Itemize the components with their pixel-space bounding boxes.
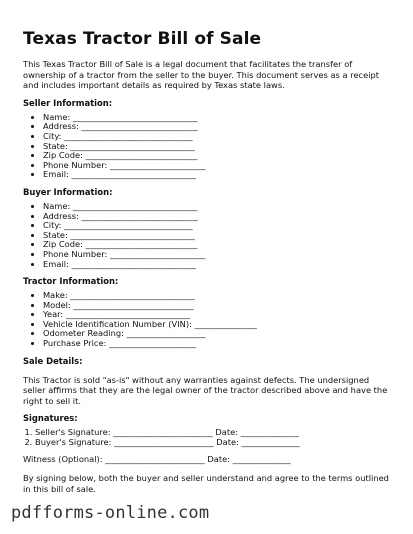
buyer-email-field: • Email: ______________________________ [43, 260, 391, 270]
seller-city-field: • City: _______________________________ [43, 132, 391, 142]
tractor-price-field: • Purchase Price: _____________________ [43, 339, 391, 349]
tractor-model-field: • Model: _____________________________ [43, 301, 391, 311]
buyer-city-field: • City: _______________________________ [43, 221, 391, 231]
seller-zip-field: • Zip Code: ___________________________ [43, 151, 391, 161]
seller-heading: Seller Information: [23, 97, 113, 108]
buyer-signature-line: 2. Buyer's Signature: ________________________ Date: ______________ [35, 438, 391, 448]
buyer-heading: Buyer Information: [23, 186, 113, 197]
buyer-zip-field: • Zip Code: ___________________________ [43, 240, 391, 250]
buyer-address-field: • Address: ____________________________ [43, 212, 391, 222]
buyer-state-field: • State: ______________________________ [43, 231, 391, 241]
seller-state-field: • State: ______________________________ [43, 142, 391, 152]
witness-signature-line: Witness (Optional): ________________________ Date: ______________ [23, 453, 291, 464]
seller-email-field: • Email: ______________________________ [43, 170, 391, 180]
seller-phone-field: • Phone Number: _______________________ [43, 161, 391, 171]
tractor-heading: Tractor Information: [23, 276, 119, 287]
sale-details-heading: Sale Details: [23, 355, 83, 366]
tractor-field-list [23, 291, 391, 349]
intro-paragraph: This Texas Tractor Bill of Sale is a legal document that facilitates the transfer of ownership of a tractor from the seller to the buyer. This document serves as a receipt and includes important details as required by Texas state laws. [23, 59, 380, 91]
signature-list [23, 428, 391, 447]
buyer-field-list [23, 202, 391, 269]
seller-name-field: • Name: ______________________________ [43, 113, 391, 123]
closing-paragraph: By signing below, both the buyer and seller understand and agree to the terms outlined in this bill of sale. [23, 473, 389, 494]
seller-address-field: • Address: ____________________________ [43, 122, 391, 132]
tractor-year-field: • Year: ______________________________ [43, 310, 391, 320]
tractor-odometer-field: • Odometer Reading: ___________________ [43, 329, 391, 339]
document-title: Texas Tractor Bill of Sale [23, 29, 262, 49]
site-watermark: pdfforms-online.com [11, 503, 210, 523]
document [23, 27, 391, 494]
signatures-heading: Signatures: [23, 413, 78, 424]
tractor-make-field: • Make: ______________________________ [43, 291, 391, 301]
sale-details-paragraph: This Tractor is sold "as-is" without any warranties against defects. The undersigned seller affirms that they are the legal owner of the tractor described above and have the right to sell it. [23, 374, 388, 406]
seller-field-list [23, 113, 391, 180]
buyer-name-field: • Name: ______________________________ [43, 202, 391, 212]
buyer-phone-field: • Phone Number: _______________________ [43, 250, 391, 260]
seller-signature-line: 1. Seller's Signature: ________________________ Date: ______________ [35, 428, 391, 438]
tractor-vin-field: • Vehicle Identification Number (VIN): _______________ [43, 320, 391, 330]
